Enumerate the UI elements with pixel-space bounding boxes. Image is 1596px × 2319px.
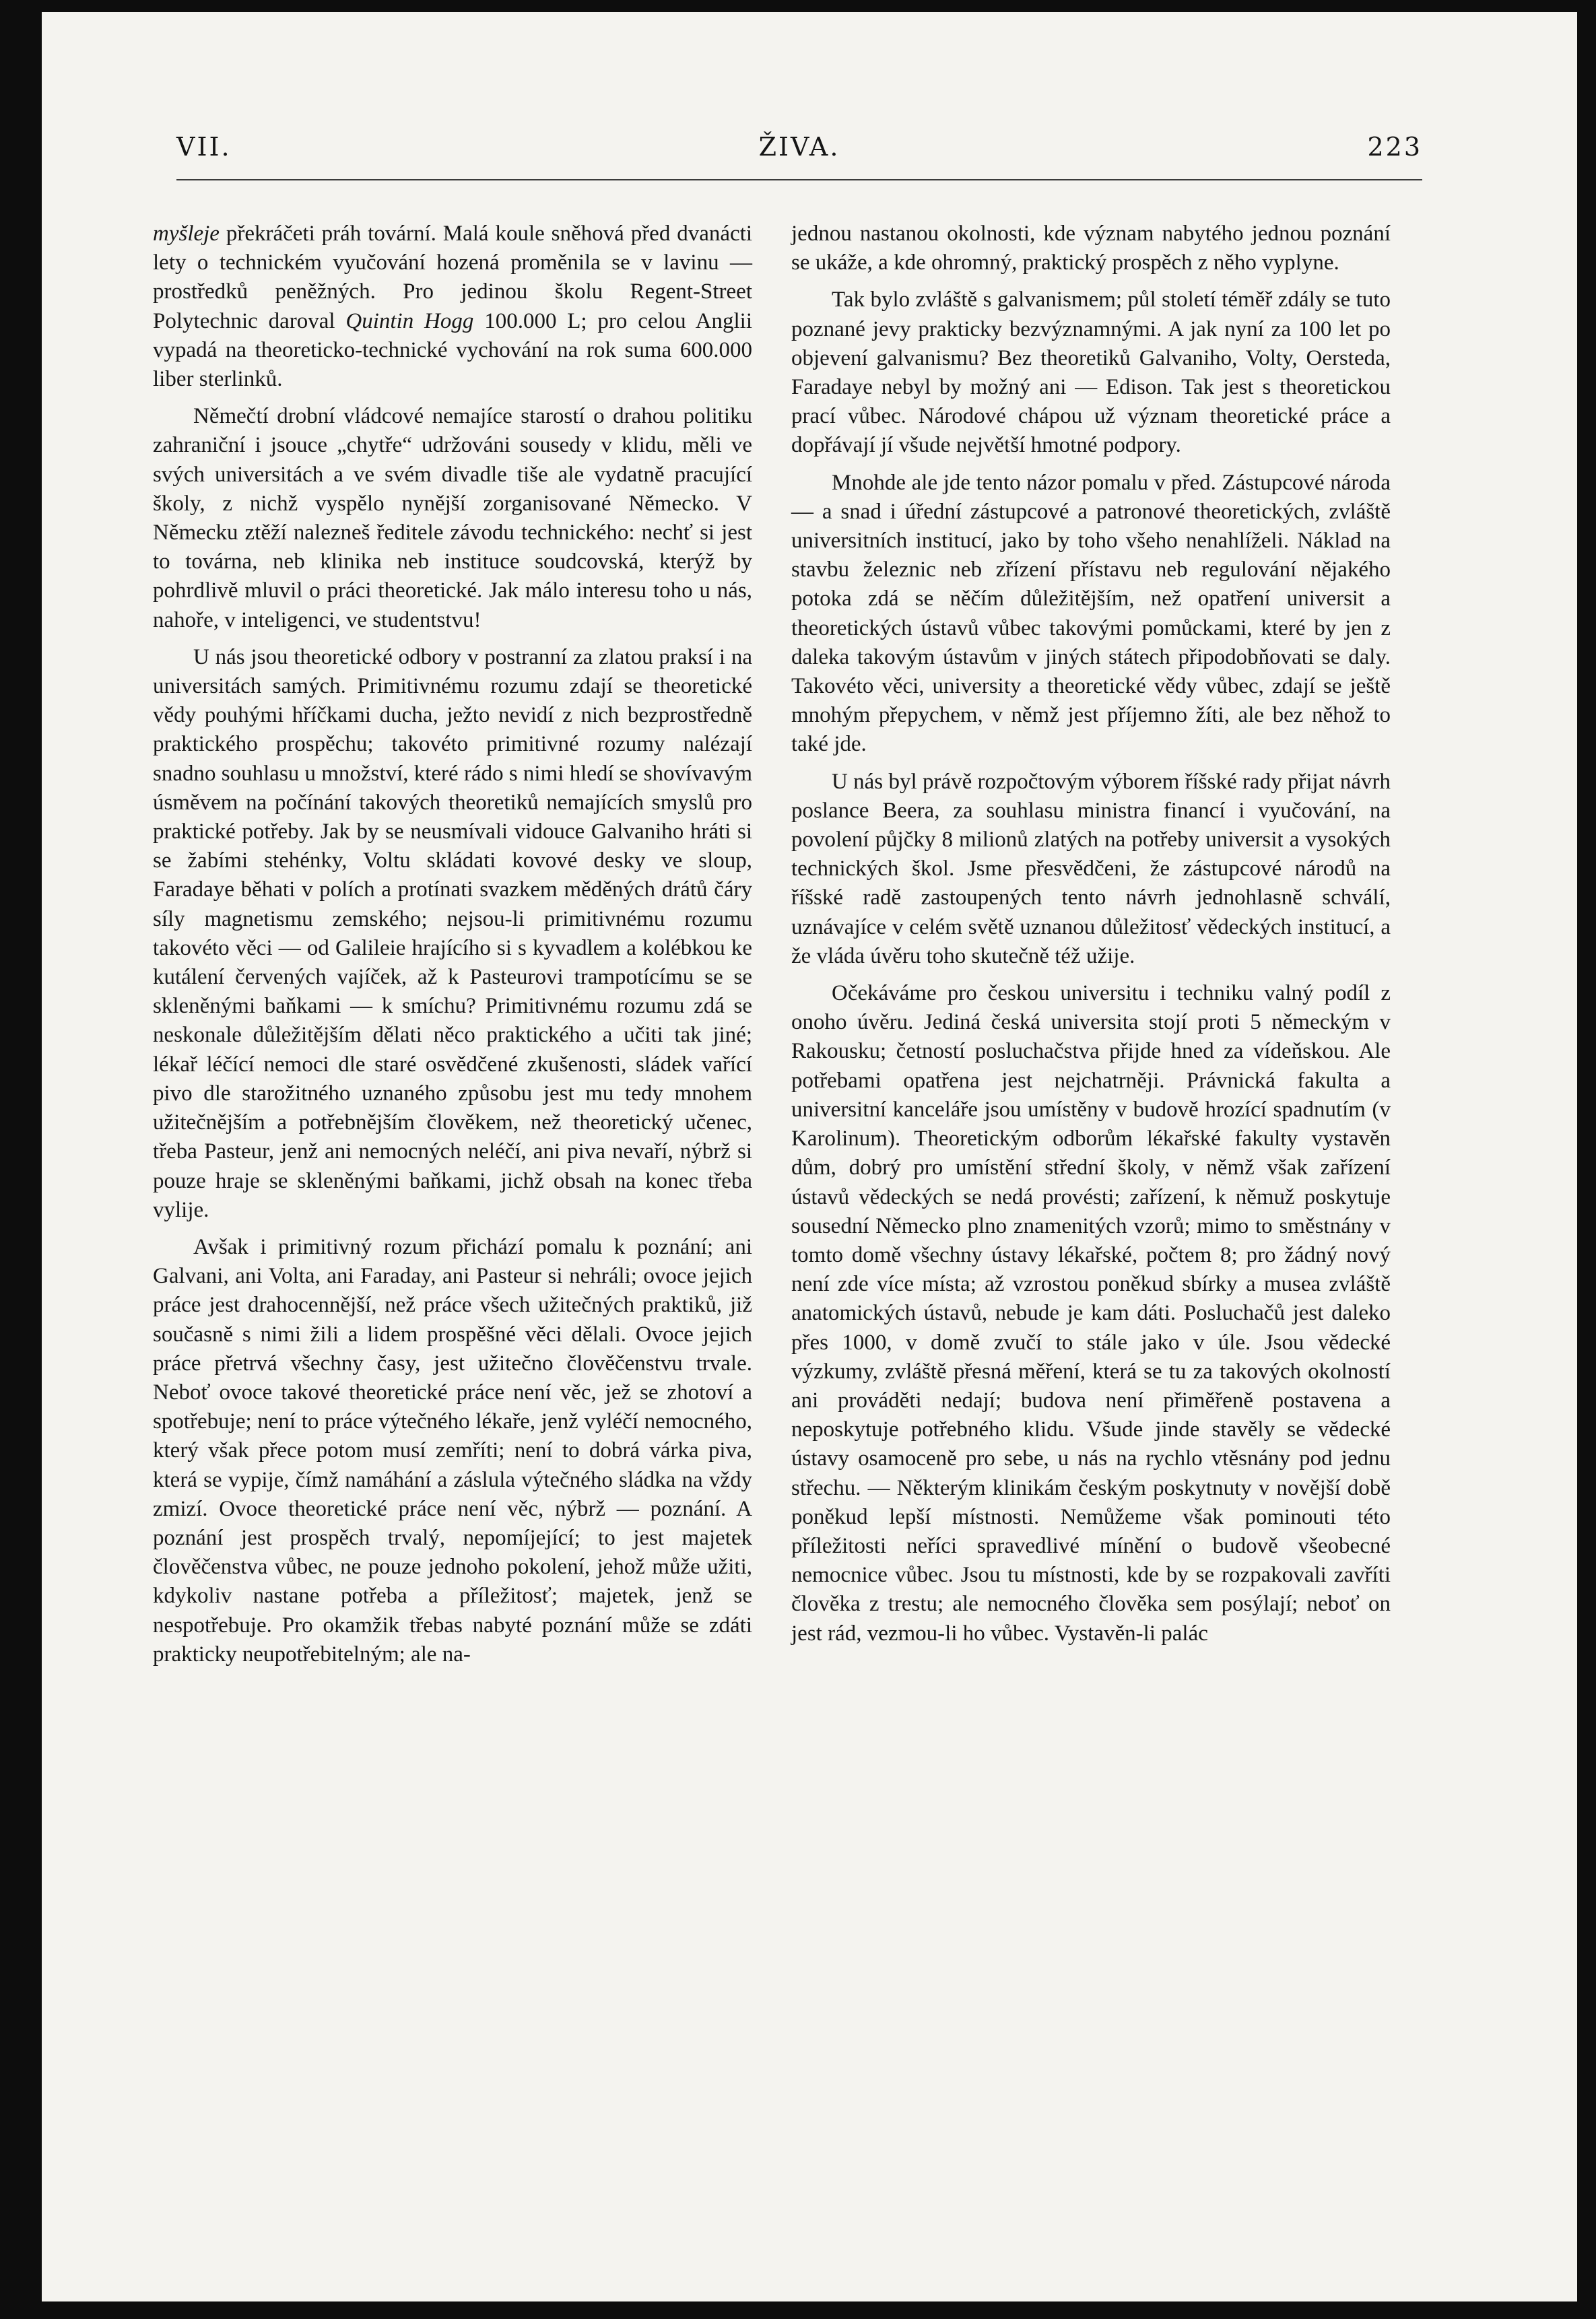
right-paragraph-3: Mnohde ale jde tento názor pomalu v před. Zástupcové národa — a snad i úřední zástupcové a patronové theoretických, zvláště universitních institucí, jako by toho všeho nenahlíželi. Náklad na stavbu železnic neb zřízení přístavu neb regulování nějakého potoka zdá se něčím důležitějším, než opatření universit a theoretických ústavů vůbec takovými pomůckami, které by jen z daleka takovým ústavům v jiných státech připodobňovati se daly. Takovéto věci, university a theoretické vědy vůbec, zdají se ještě mnohým přepychem, v němž jest příjemno žíti, ale bez něhož to také jde. (791, 470, 1391, 757)
page-number: 223 (1367, 132, 1422, 162)
text-run: překráčeti práh tovární. Malá koule sněhová před dvanácti lety o technickém vyučování hozená proměnila se v lavinu — prostředků peněžných. Pro jedinou školu Regent-Street Polytechnic daroval (153, 222, 752, 333)
right-paragraph-2: Tak bylo zvláště s galvanismem; půl století téměř zdály se tuto poznané jevy prakticky bezvýznamnými. A jak nyní za 100 let po objevení galvanismu? Bez theoretiků Galvaniho, Volty, Oersteda, Faradaye nebyl by možný ani — Edison. Tak jest s theoretickou prací vůbec. Národové chápou už význam theoretické práce a dopřávají jí všude největší hmotné podpory. (791, 288, 1391, 458)
right-paragraph-5: Očekáváme pro českou universitu i techniku valný podíl z onoho úvěru. Jediná česká universita stojí proti 5 německým v Rakousku; četností posluchačstva přijde hned za vídeňskou. Ale potřebami opatřena jest nejchatrněji. Právnická fakulta a universitní kanceláře jsou umístěny v budově hrozící spadnutím (v Karolinum). Theoretickým odborům lékařské fakulty vystavěn dům, dobrý pro umístění střední školy, v němž však zařízení ústavů vědeckých se nedá provésti; zařízení, k němuž poskytuje sousední Německo plno znamenitých vzorů; mimo to směstnány v tomto domě všechny ústavy lékařské, počtem 8; pro žádný nový není zde více místa; až vzrostou poněkud sbírky a musea zvláště anatomických ústavů, nebude je kam dáti. Posluchačů jest daleko přes 1000, v domě zvučí to stále jako v úle. Jsou vědecké výzkumy, zvláště přesná měření, která se tu za takových okolností ani prováděti nedají; budova není přiměřeně postavena a neposkytuje potřebného klidu. Všude jinde stavěly se vědecké ústavy osamoceně pro sebe, u nás na rychlo vtěsnány pod jednu střechu. — Některým klinikám českým poskytnuty v novější době poněkud lepší místnosti. Nemůžeme však pominouti této příležitosti neříci spravedlivé mínění o budově všeobecné nemocnice vůbec. Jsou tu místnosti, kde by se rozpakovali zavříti člověka z trestu; ale nemocného člověka sem posýlají; neboť on jest rád, vezmou-li ho vůbec. Vystavěn-li palác (791, 981, 1391, 1646)
left-paragraph-4: Avšak i primitivný rozum přichází pomalu k poznání; ani Galvani, ani Volta, ani Faraday, ani Pasteur si nehráli; ovoce jejich práce jest drahocennější, než práce všech užitečných praktiků, již současně s nimi žili a lidem prospěšné věci dělali. Ovoce jejich práce přetrvá všechny časy, jest užitečno člověčenstvu trvale. Neboť ovoce takové theoretické práce není věc, jež se zhotoví a spotřebuje; není to práce výtečného lékaře, jenž vyléčí nemocného, který však přece potom musí zemříti; není to dobrá várka piva, která se vypije, čímž namáhání a záslula výtečného sládka na vždy zmizí. Ovoce theoretické práce není věc, nýbrž — poznání. A poznání jest prospěch trvalý, nepomíjející; to jest majetek člověčenstva vůbec, ne pouze jednoho pokolení, jehož může užiti, kdykoliv nastane potřeba a příležitosť; majetek, jenž se nespotřebuje. Pro okamžik třebas nabyté poznání může se zdáti prakticky neupotřebitelným; ale na- (153, 1234, 752, 1667)
right-paragraph-4: U nás byl právě rozpočtovým výborem říšské rady přijat návrh poslance Beera, za souhlasu ministra financí i vyučování, na povolení půjčky 8 milionů zlatých na potřeby universit a vysokých technických škol. Jsme přesvědčeni, že zástupcové národů na říšské radě zastoupených tento návrh jednohlasně schválí, uznávajíce v celém světě uznanou důležitosť vědeckých institucí, a že vláda úvěru toho skutečně též užije. (791, 769, 1391, 968)
left-column (153, 220, 752, 1677)
italic-word: myšleje (153, 222, 220, 246)
header-rule (176, 179, 1422, 180)
page (42, 12, 1577, 2301)
italic-name: Quintin Hogg (345, 308, 474, 333)
right-column (791, 220, 1391, 1656)
running-header (176, 132, 1422, 172)
left-paragraph-3: U nás jsou theoretické odbory v postranní za zlatou praksí i na universitách samých. Primitivnému rozumu zdají se theoretické vědy pouhými hříčkami ducha, ježto nevidí z nich bezprostředně praktického prospěchu; takovéto primitivné rozumy nalézají snadno souhlasu u množství, které rádo s nimi hledí se shovívavým úsměvem na počínání takových theoretiků nemajících smyslů pro praktické potřeby. Jak by se neusmívali vidouce Galvaniho hráti si se žabími stehénky, Voltu skládati kovové desky ve sloup, Faradaye běhati v polích a protínati svazkem měděných drátů čáry síly magnetismu zemského; nejsou-li primitivnému rozumu takovéto věci — od Galileie hrajícího si s kyvadlem a kolébkou ke kutálení červených vajíček, až k Pasteurovi trampotícímu se se skleněnými baňkami — k smíchu? Primitivnému rozumu zdá se neskonale důležitějším dělati něco praktického a učiti tak jiné; lékař léčící nemoci dle staré osvědčené zkušenosti, sládek vařící pivo dle starožitného uznaného způsobu jest mu tedy mnohem užitečnějším a potřebnějším člověkem, než theoretický učenec, třeba Pasteur, jenž ani nemocných neléčí, ani piva nevaří, nýbrž si pouze hraje se skleněnými baňkami, jichž obsah na konec třeba vylije. (153, 644, 752, 1222)
journal-title: ŽIVA. (758, 132, 840, 162)
text-run: 100.000 L; pro celou Anglii vypadá na theoreticko-technické vychování na rok suma 600.000 liber sterlinků. (153, 308, 752, 392)
right-paragraph-1: jednou nastanou okolnosti, kde význam nabytého jednou poznání se ukáže, a kde ohromný, praktický prospěch z něho vyplyne. (791, 222, 1391, 275)
left-paragraph-1 (153, 220, 752, 394)
left-paragraph-2: Němečtí drobní vládcové nemajíce starostí o drahou politiku zahraniční i jsouce „chytře“ udržováni sousedy v klidu, měli ve svých universitách a ve svém divadle tiše ale vydatně pracující školy, z nichž vyspělo nynější zorganisované Německo. V Německu ztěží nalezneš ředitele závodu technického: nechť si jest to továrna, neb klinika neb instituce soudcovská, kterýž by pohrdlivě mluvil o práci theoretické. Jak málo interesu toho u nás, nahoře, v inteligenci, ve studentstvu! (153, 404, 752, 632)
volume-number: VII. (176, 132, 232, 162)
